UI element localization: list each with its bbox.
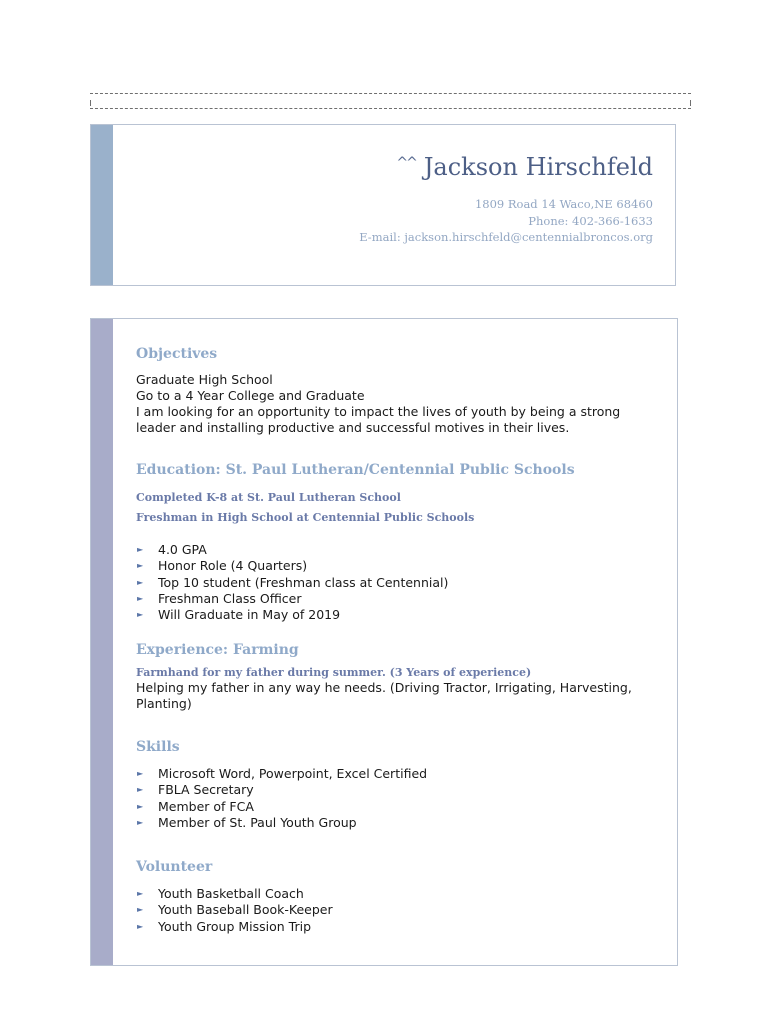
education-heading: Education: St. Paul Lutheran/Centennial Public Schools — [136, 462, 575, 478]
education-list — [136, 542, 448, 623]
body-accent-bar — [91, 319, 113, 965]
objectives-heading: Objectives — [136, 346, 218, 362]
right-triangle-icon: ► — [137, 801, 144, 811]
skills-list — [136, 766, 427, 831]
right-triangle-icon: ► — [137, 769, 144, 778]
objective-line: Go to a 4 Year College and Graduate — [136, 388, 365, 403]
experience-heading: Experience: Farming — [136, 642, 299, 658]
right-triangle-icon: ► — [137, 785, 144, 795]
right-triangle-icon: ► — [137, 610, 144, 620]
list-item: ► Member of FCA — [137, 798, 254, 814]
experience-text — [136, 680, 656, 712]
right-triangle-icon: ► — [137, 905, 144, 915]
contact-info — [359, 196, 653, 246]
applicant-name: Jackson Hirschfeld — [423, 153, 653, 181]
list-item: ► Youth Group Mission Trip — [137, 918, 312, 934]
header-accent-bar — [91, 125, 113, 285]
name-row — [396, 153, 653, 181]
header-dashed-line-top — [90, 93, 691, 94]
right-triangle-icon: ► — [137, 889, 144, 898]
list-item: ► Youth Baseball Book-Keeper — [137, 902, 333, 918]
list-item: ► Freshman Class Officer — [137, 590, 302, 606]
address: 1809 Road 14 Waco,NE 68460 — [474, 197, 653, 211]
skills-heading: Skills — [136, 739, 180, 755]
right-triangle-icon: ► — [137, 545, 144, 554]
objectives-text — [136, 372, 656, 436]
header-dashed-line-bottom — [90, 108, 691, 109]
list-item: ► Honor Role (4 Quarters) — [137, 558, 308, 574]
right-triangle-icon: ► — [137, 921, 144, 931]
header-dashed-tick-left — [90, 100, 91, 106]
right-triangle-icon: ► — [137, 593, 144, 603]
education-subheading: Completed K-8 at St. Paul Lutheran School — [136, 491, 401, 504]
resume-body — [90, 318, 678, 966]
objective-line: leader and installing productive and successful motives in their lives. — [136, 420, 570, 435]
right-triangle-icon: ► — [137, 561, 144, 571]
list-item: ► Will Graduate in May of 2019 — [137, 607, 341, 623]
list-item: ► FBLA Secretary — [137, 782, 254, 798]
phone: Phone: 402-366-1633 — [528, 213, 653, 228]
experience-line: Planting) — [136, 696, 192, 711]
resume-header — [90, 124, 676, 286]
education-subheading: Freshman in High School at Centennial Public Schools — [136, 511, 475, 524]
list-item: ► 4.0 GPA — [137, 542, 207, 557]
experience-line: Helping my father in any way he needs. (Driving Tractor, Irrigating, Harvesting, — [136, 680, 632, 695]
list-item: ► Member of St. Paul Youth Group — [137, 814, 357, 830]
volunteer-heading: Volunteer — [136, 859, 213, 875]
header-dashed-tick-right — [690, 100, 691, 106]
list-item: ► Youth Basketball Coach — [137, 886, 304, 901]
list-item: ► Top 10 student (Freshman class at Centennial) — [137, 574, 449, 590]
objective-line: I am looking for an opportunity to impact the lives of youth by being a strong — [136, 404, 621, 419]
objective-line: Graduate High School — [136, 372, 273, 387]
experience-subheading: Farmhand for my father during summer. (3 Years of experience) — [136, 666, 532, 679]
right-triangle-icon: ► — [137, 577, 144, 587]
list-item: ► Microsoft Word, Powerpoint, Excel Certified — [137, 766, 428, 781]
double-caret-icon: ^^ — [396, 155, 416, 171]
volunteer-list — [136, 886, 333, 935]
right-triangle-icon: ► — [137, 817, 144, 827]
email: E-mail: jackson.hirschfeld@centennialbroncos.org — [359, 230, 653, 244]
